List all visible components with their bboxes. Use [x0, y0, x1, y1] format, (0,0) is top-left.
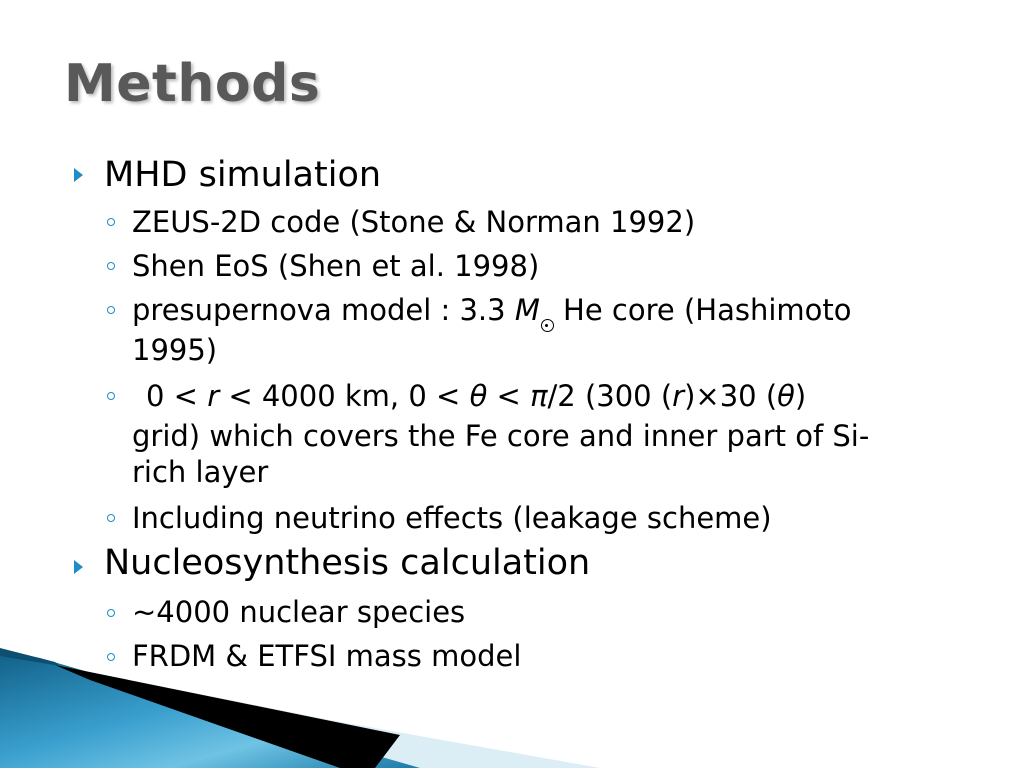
- presupernova-text: presupernova model : 3.3: [132, 293, 515, 327]
- list-item: Including neutrino effects (leakage scheme): [132, 501, 772, 535]
- list-item-continuation: rich layer: [132, 455, 269, 489]
- grid-text: <: [487, 379, 531, 413]
- section-heading-mhd: MHD simulation: [104, 155, 382, 195]
- list-item: FRDM & ETFSI mass model: [132, 639, 522, 673]
- grid-var-r: r: [672, 379, 685, 413]
- grid-var-r: r: [207, 379, 220, 413]
- list-item-continuation: 1995): [132, 333, 218, 367]
- presupernova-text-cont: He core (Hashimoto: [553, 293, 852, 327]
- solar-mass-symbol: M: [514, 293, 540, 327]
- grid-text: 0 <: [146, 379, 208, 413]
- grid-text: /2 (300 (: [547, 379, 673, 413]
- grid-text: ): [794, 379, 807, 413]
- grid-text: < 4000 km, 0 <: [219, 379, 470, 413]
- list-item: ~4000 nuclear species: [132, 595, 466, 629]
- list-item: ZEUS-2D code (Stone & Norman 1992): [132, 205, 696, 239]
- slide-title: Methods: [64, 54, 321, 114]
- grid-text: )×30 (: [684, 379, 778, 413]
- grid-var-theta: θ: [777, 379, 795, 413]
- list-item-continuation: grid) which covers the Fe core and inner part of Si-: [132, 419, 870, 453]
- section-heading-nucleosynthesis: Nucleosynthesis calculation: [104, 543, 591, 583]
- grid-var-theta: θ: [469, 379, 488, 413]
- list-item: Shen EoS (Shen et al. 1998): [132, 249, 540, 283]
- grid-var-pi: π: [530, 379, 548, 413]
